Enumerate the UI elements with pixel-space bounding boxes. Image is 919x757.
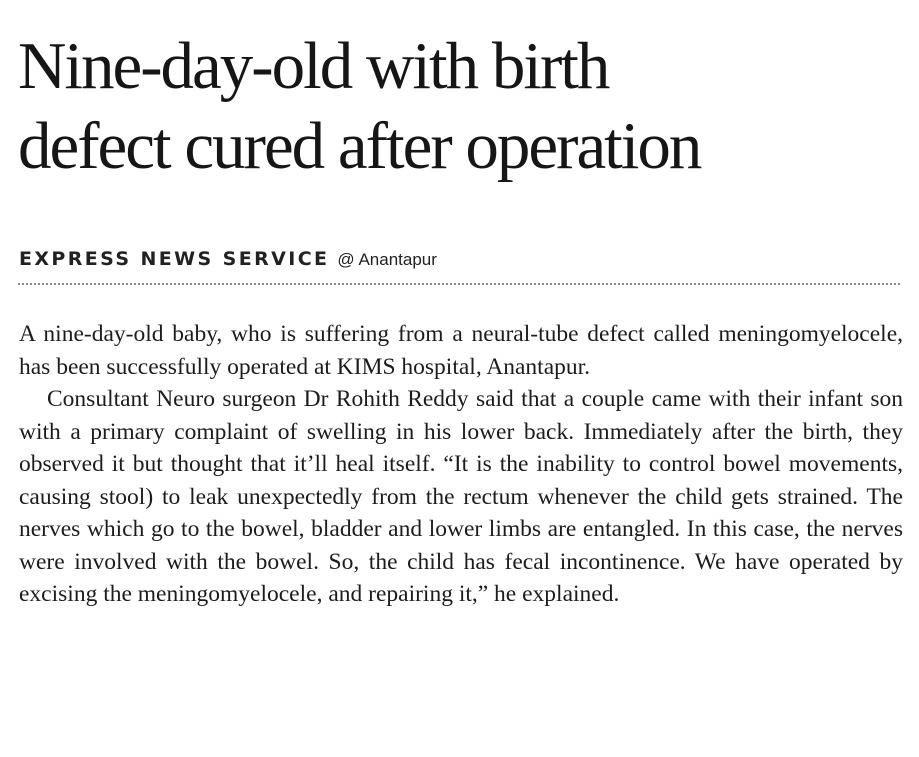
byline-agency: EXPRESS NEWS SERVICE [19, 248, 330, 270]
dotted-divider [18, 283, 900, 285]
article-paragraph-2: Consultant Neuro surgeon Dr Rohith Reddy said that a couple came with their infant son with a primary complaint of swelling in his lower back. Immediately after the birth, they observed it but thought that it’ll heal itself. “It is the inability to control bowel movements, causing stool) to leak unexpectedly from the rectum whenever the child gets strained. The nerves which go to the bowel, bladder and lower limbs are entangled. In this case, the nerves were involved with the bowel. So, the child has fecal incontinence. We have operated by excising the meningomyelocele, and repairing it,” he explained. [19, 386, 903, 607]
byline [19, 248, 437, 270]
headline-line-1: Nine-day-old with birth [18, 29, 609, 103]
byline-location: @ Anantapur [337, 250, 437, 269]
headline [18, 26, 908, 186]
article-paragraph-1: A nine-day-old baby, who is suffering from a neural-tube defect called meningomyelocele, has been successfully operated at KIMS hospital, Anantapur. [19, 321, 903, 380]
article-body [19, 318, 903, 611]
headline-line-2: defect cured after operation [18, 109, 701, 183]
